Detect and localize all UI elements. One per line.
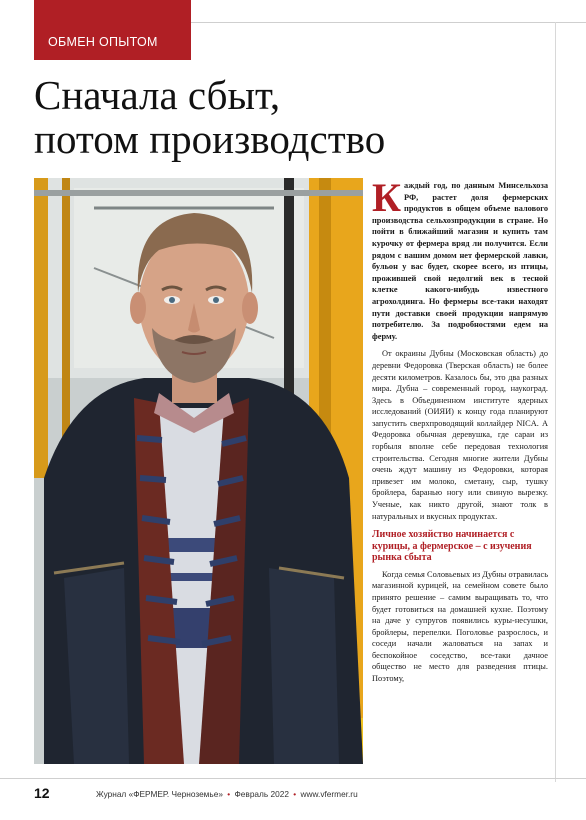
column-divider bbox=[555, 22, 556, 782]
footer-separator-2: • bbox=[293, 789, 297, 799]
top-divider bbox=[191, 22, 586, 23]
drop-cap: К bbox=[372, 175, 402, 220]
footer-divider bbox=[0, 778, 586, 779]
rubric-label: ОБМЕН ОПЫТОМ bbox=[48, 35, 158, 49]
portrait-illustration bbox=[34, 178, 363, 764]
article-text-column bbox=[372, 175, 548, 685]
lead-text: аждый год, по данным Минсельхоза РФ, растет доля фермерских продуктов в общем объеме валового производства сельхозпродукции в стране. Но пойти в ближайший магазин и купить там курочку от фермера вряд ли получится. Если рядом с вашим домом нет фермерской лавки, бульон у вас будет, скорее всего, из птицы, прожившей свой недолгий век в тесной клетке какого-нибудь известного агрохолдинга. Но фермеры все-таки находят пути доставки своей продукции напрямую потребителю. За подробностями едем на ферму. bbox=[372, 181, 548, 341]
body-paragraph-1: От окраины Дубны (Московская область) до деревни Федоровка (Тверская область) не более десяти километров. Казалось бы, это два разных мира. Дубна – современный город, наукоград. Здесь в Объединенном институте ядерных исследований (ОИЯИ) к концу года планируют запустить сверхпроводящий коллайдер NICA. А Федоровка обычная деревушка, где сараи из горбыля вполне себе передовая технология строительства. Сегодня многие жители Дубны очень ждут машину из Федоровки, которая привезет им молоко, сметану, сыр, тушку бройлера, баранью ногу или свиную вырезку. Ученые, как никто другой, знают толк в натуральных и вкусных продуктах. bbox=[372, 349, 548, 521]
headline-line-2: потом производство bbox=[34, 116, 386, 162]
headline-line-1: Сначала сбыт, bbox=[34, 72, 281, 118]
body-paragraph-2: Когда семья Соловьевых из Дубны отравилась магазинной курицей, на семейном совете было принято решение – самим выращивать то, что будет готовиться на домашней кухне. Поэтому на даче у супругов появились куры-несушки, бройлеры, перепелки. Поголовье разрослось, и соседи начали жаловаться на запах и беспокойное соседство, все-таки дачное общество не место для разведения птицы. Поэтому, bbox=[372, 569, 548, 684]
magazine-title: Журнал «ФЕРМЕР. Черноземье» bbox=[96, 789, 223, 799]
footer-line bbox=[96, 789, 358, 799]
lead-paragraph bbox=[372, 175, 548, 342]
article-headline bbox=[34, 73, 534, 161]
footer-separator-1: • bbox=[227, 789, 231, 799]
section-subheading: Личное хозяйство начинается с курицы, а фермерское – с изучения рынка сбыта bbox=[372, 529, 532, 564]
farmer-portrait-photo bbox=[34, 178, 363, 764]
issue-date: Февраль 2022 bbox=[234, 789, 289, 799]
page-number: 12 bbox=[34, 785, 50, 801]
section-rubric bbox=[34, 0, 191, 60]
website-link[interactable]: www.vfermer.ru bbox=[300, 789, 358, 799]
